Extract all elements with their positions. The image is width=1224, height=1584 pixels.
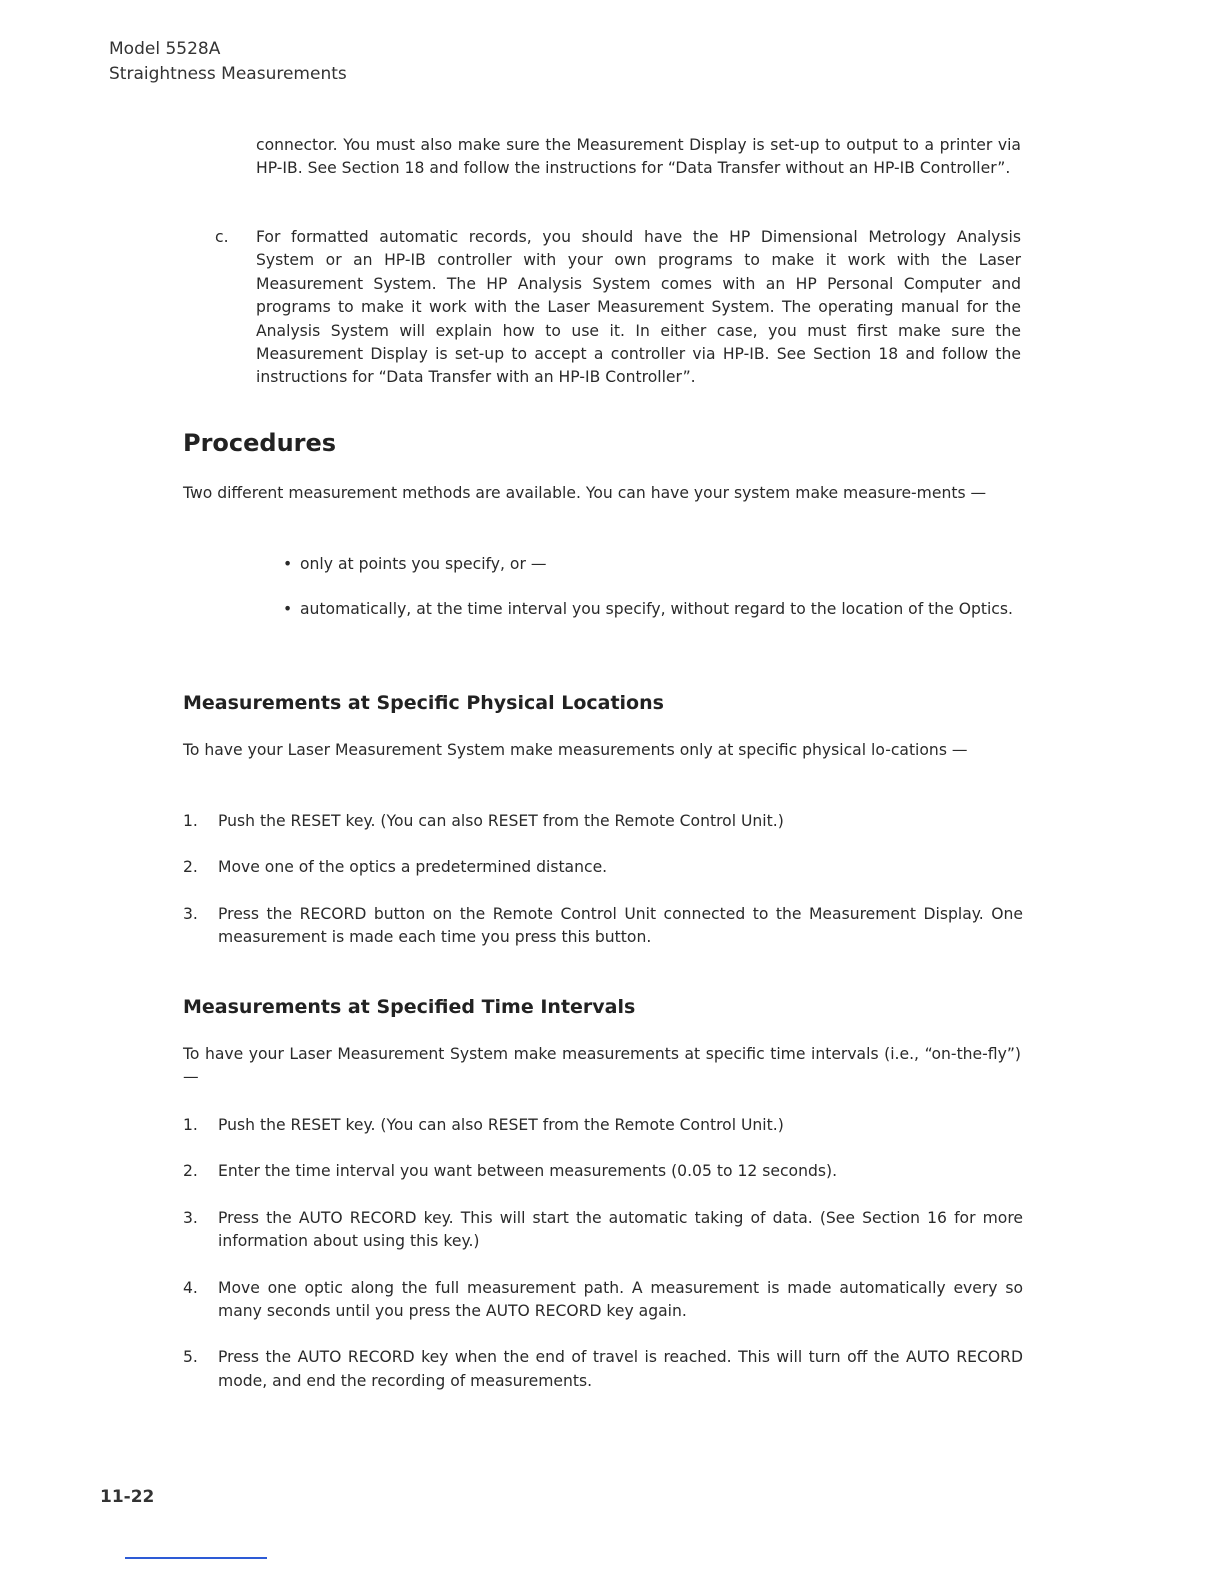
bottom-rule — [125, 1557, 267, 1559]
bullet-item — [283, 598, 1023, 621]
step-item — [183, 1114, 1023, 1137]
step-number: 2. — [183, 1162, 198, 1181]
step-number: 1. — [183, 812, 198, 830]
step-number: 3. — [183, 1208, 198, 1227]
running-head — [109, 37, 347, 87]
bullet-item — [283, 553, 1023, 576]
step-text: Press the AUTO RECORD key. This will start the automatic taking of data. (See Section 16 for more information about using this key.) — [218, 1208, 1023, 1251]
specific-locations-steps — [183, 810, 1023, 973]
bullet-text: automatically, at the time interval you specify, without regard to the location of the Optics. — [300, 600, 1013, 619]
step-text: Press the AUTO RECORD key when the end of travel is reached. This will turn off the AUTO RECORD mode, and end the recording of measurements. — [218, 1348, 1023, 1390]
time-intervals-heading: Measurements at Specified Time Intervals — [183, 996, 636, 1018]
bullet-glyph: • — [283, 555, 293, 573]
step-number: 4. — [183, 1278, 198, 1297]
procedures-intro: Two different measurement methods are available. You can have your system make measure-ments — — [183, 484, 987, 502]
step-number: 3. — [183, 904, 198, 923]
list-item-c-text: For formatted automatic records, you should have the HP Dimensional Metrology Analysis System or an HP-IB controller with your own programs to make it work with the Laser Measurement System. The HP Analysis System comes with an HP Personal Computer and programs to make it work with the Laser Measurement System. The operating manual for the Analysis System will explain how to use it. In either case, you must first make sure the Measurement Display is set-up to accept a controller via HP-IB. See Section 18 and follow the instructions for “Data Transfer with an HP-IB Controller”. — [256, 228, 1021, 387]
page-number: 11-22 — [100, 1487, 155, 1507]
step-item — [183, 903, 1023, 950]
step-text: Push the RESET key. (You can also RESET from the Remote Control Unit.) — [218, 812, 784, 830]
list-item-c — [215, 226, 1021, 390]
step-number: 5. — [183, 1348, 198, 1367]
specific-locations-intro: To have your Laser Measurement System make measurements only at specific physical lo-cations — — [183, 741, 968, 759]
step-item — [183, 1207, 1023, 1254]
step-item — [183, 856, 1023, 879]
step-item — [183, 1346, 1023, 1393]
step-text: Move one of the optics a predetermined distance. — [218, 858, 608, 877]
procedures-heading: Procedures — [183, 429, 337, 457]
step-number: 1. — [183, 1116, 198, 1134]
step-text: Push the RESET key. (You can also RESET from the Remote Control Unit.) — [218, 1116, 784, 1134]
time-intervals-steps — [183, 1114, 1023, 1416]
step-item — [183, 1277, 1023, 1324]
header-section-title: Straightness Measurements — [109, 64, 347, 84]
header-model: Model 5528A — [109, 39, 221, 59]
step-item — [183, 810, 1023, 833]
time-intervals-intro: To have your Laser Measurement System make measurements at specific time intervals (i.e., “on-the-fly”) — — [183, 1045, 1021, 1087]
step-text: Enter the time interval you want between measurements (0.05 to 12 seconds). — [218, 1162, 838, 1181]
bullet-text: only at points you specify, or — — [300, 555, 547, 573]
step-text: Press the RECORD button on the Remote Control Unit connected to the Measurement Display. One measurement is made each time you press this button. — [218, 904, 1023, 947]
continuation-paragraph: connector. You must also make sure the Measurement Display is set-up to output to a printer via HP-IB. See Section 18 and follow the instructions for “Data Transfer without an HP-IB Controller”. — [256, 136, 1021, 178]
step-text: Move one optic along the full measurement path. A measurement is made automatically every so many seconds until you press the AUTO RECORD key again. — [218, 1278, 1023, 1321]
bullet-glyph: • — [283, 600, 293, 619]
step-number: 2. — [183, 858, 198, 877]
list-item-c-label: c. — [215, 228, 229, 246]
step-item — [183, 1160, 1023, 1183]
method-bullet-list — [283, 553, 1023, 644]
specific-locations-heading: Measurements at Specific Physical Locations — [183, 692, 664, 714]
